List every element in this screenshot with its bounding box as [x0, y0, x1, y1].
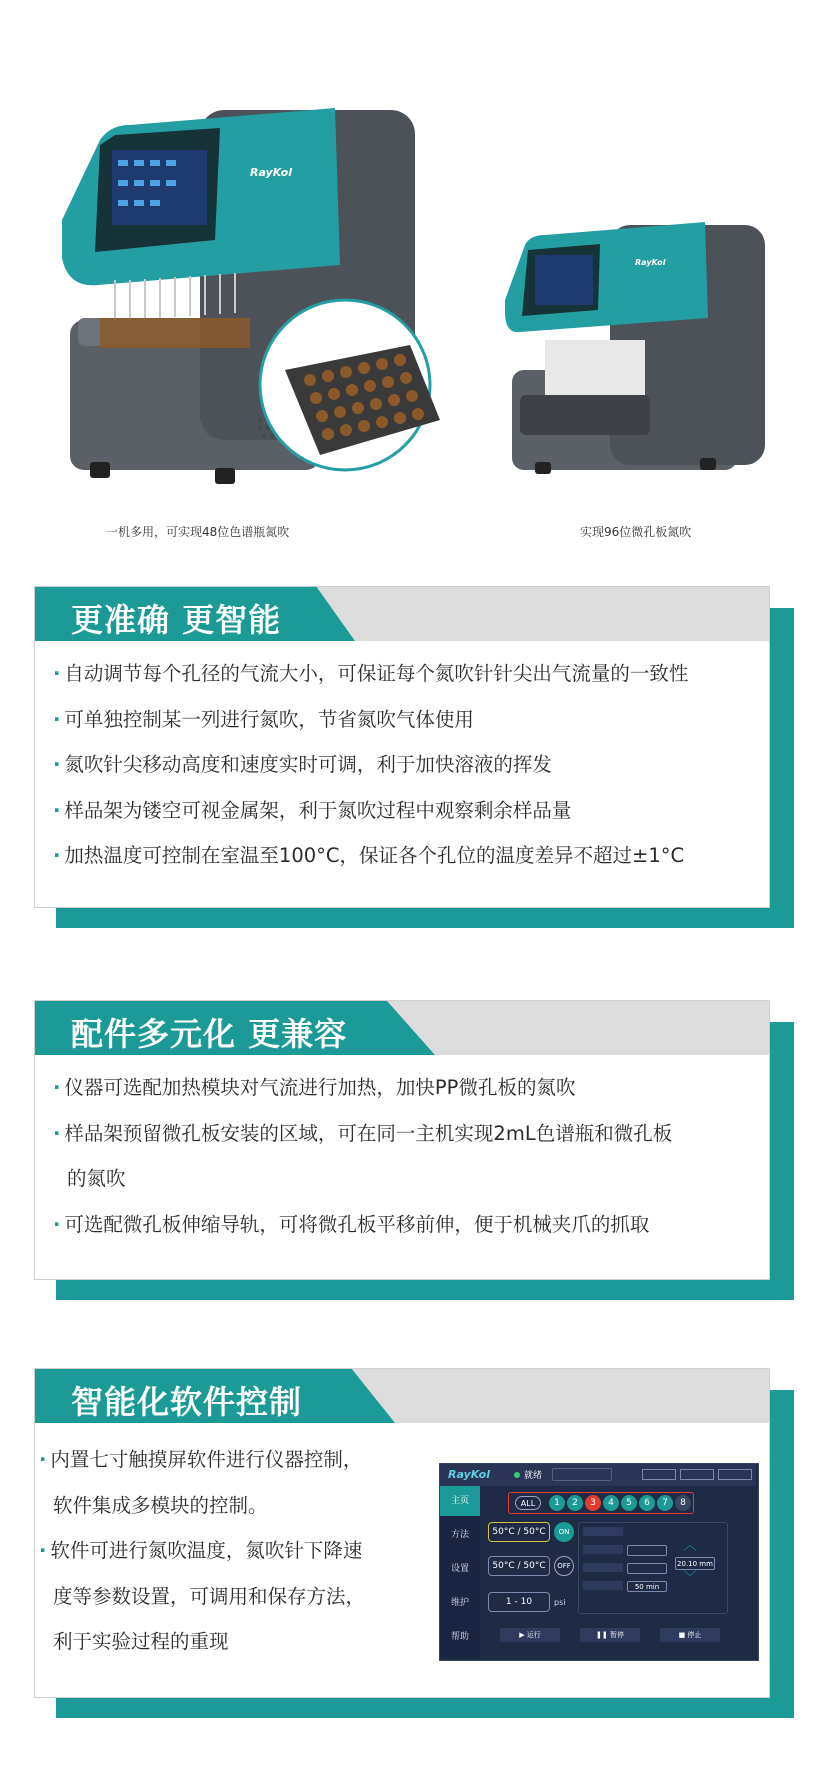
product-illustration	[0, 0, 828, 520]
channel-button[interactable]: 1	[549, 1495, 565, 1511]
list-item: 利于实验过程的重现	[53, 1630, 229, 1653]
channel-button[interactable]: 7	[657, 1495, 673, 1511]
feature-list	[53, 651, 688, 879]
list-item: 度等参数设置，可调用和保存方法，	[53, 1584, 366, 1608]
nav-help[interactable]: 帮助	[450, 1632, 469, 1642]
list-item: · 加热温度可控制在室温至100°C，保证各个孔位的温度差异不超过±1°C	[53, 844, 685, 867]
status-text: 就绪	[524, 1471, 543, 1481]
pressure-unit: psi	[554, 1598, 566, 1607]
pressure-field[interactable]: 1 - 10	[488, 1592, 550, 1612]
param-input[interactable]	[627, 1545, 667, 1556]
param-row-bar	[583, 1527, 623, 1536]
chevron-up-icon[interactable]: ︿	[683, 1538, 697, 1554]
channel-button[interactable]: 8	[675, 1495, 691, 1511]
param-input[interactable]	[627, 1563, 667, 1574]
channel-selector	[508, 1492, 694, 1514]
speed-field[interactable]: 20.10 mm	[675, 1557, 715, 1570]
stop-icon: ■	[678, 1631, 688, 1639]
list-item: 软件集成多模块的控制。	[53, 1493, 268, 1517]
software-screenshot	[439, 1463, 759, 1661]
section-panel	[34, 1368, 770, 1698]
screen-sidebar	[440, 1486, 480, 1658]
list-item: · 内置七寸触摸屏软件进行仪器控制，	[39, 1448, 363, 1471]
stop-button[interactable]: ■ 停止	[660, 1628, 720, 1642]
section-accuracy	[34, 586, 770, 928]
toolbar-icon[interactable]	[718, 1469, 752, 1480]
chevron-down-icon[interactable]: ﹀	[683, 1570, 697, 1586]
toolbar-icon[interactable]	[642, 1469, 676, 1480]
channel-button[interactable]: 4	[603, 1495, 619, 1511]
brand-logo-small: RayKol	[635, 258, 666, 267]
section-title: 配件多元化 更兼容	[71, 1015, 348, 1053]
nav-home[interactable]: 主页	[440, 1486, 480, 1516]
off-button[interactable]: OFF	[554, 1556, 574, 1576]
channel-button[interactable]: 3	[585, 1495, 601, 1511]
run-button[interactable]: ▶ 运行	[500, 1628, 560, 1642]
list-item: · 可单独控制某一列进行氮吹，节省氮吹气体使用	[53, 707, 474, 731]
time-field[interactable]: 50 min	[627, 1581, 667, 1592]
pause-icon: ❚❚	[596, 1631, 610, 1639]
channel-button[interactable]: 6	[639, 1495, 655, 1511]
param-row-bar	[583, 1545, 623, 1554]
list-item: 的氮吹	[67, 1167, 126, 1190]
screen-brand: RayKol	[448, 1468, 490, 1481]
list-item: · 样品架为镂空可视金属架，利于氮吹过程中观察剩余样品量	[53, 798, 572, 822]
section-title: 更准确 更智能	[71, 601, 282, 639]
section-title: 智能化软件控制	[71, 1383, 303, 1421]
nav-method[interactable]: 方法	[450, 1530, 469, 1540]
nav-maintenance[interactable]: 维护	[450, 1598, 469, 1608]
param-row-bar	[583, 1563, 623, 1572]
list-item: · 氮吹针尖移动高度和速度实时可调，利于加快溶液的挥发	[53, 753, 552, 776]
caption-right: 实现96位微孔板氮吹	[580, 525, 692, 539]
temperature-field-2[interactable]: 50°C / 50°C	[488, 1556, 550, 1576]
nav-settings[interactable]: 设置	[450, 1564, 469, 1574]
screen-top-bar	[440, 1464, 756, 1486]
channel-button[interactable]: 5	[621, 1495, 637, 1511]
all-button[interactable]: ALL	[515, 1496, 541, 1510]
param-row-bar	[583, 1581, 623, 1590]
param-panel	[578, 1522, 728, 1614]
list-item: · 样品架预留微孔板安装的区域，可在同一主机实现2mL色谱瓶和微孔板	[53, 1121, 673, 1145]
list-item: · 可选配微孔板伸缩导轨，可将微孔板平移前伸，便于机械夹爪的抓取	[53, 1212, 650, 1236]
feature-list	[39, 1437, 365, 1665]
section-panel	[34, 1000, 770, 1280]
toolbar-icon[interactable]	[680, 1469, 714, 1480]
brand-logo: RayKol	[250, 166, 292, 179]
section-software	[34, 1368, 770, 1718]
list-item: · 仪器可选配加热模块对气流进行加热，加快PP微孔板的氮吹	[53, 1076, 576, 1099]
status-dot-icon	[514, 1472, 520, 1478]
temperature-field-1[interactable]: 50°C / 50°C	[488, 1522, 550, 1542]
pause-button[interactable]: ❚❚ 暂停	[580, 1628, 640, 1642]
caption-left: 一机多用，可实现48位色谱瓶氮吹	[106, 525, 290, 539]
menu-icon[interactable]	[552, 1468, 612, 1481]
on-button[interactable]: ON	[554, 1522, 574, 1542]
list-item: · 软件可进行氮吹温度，氮吹针下降速	[39, 1539, 363, 1562]
feature-list	[53, 1065, 672, 1247]
list-item: · 自动调节每个孔径的气流大小，可保证每个氮吹针针尖出气流量的一致性	[53, 662, 689, 685]
play-icon: ▶	[519, 1631, 527, 1639]
section-panel	[34, 586, 770, 908]
product-hero	[0, 0, 828, 560]
section-accessories	[34, 1000, 770, 1300]
channel-button[interactable]: 2	[567, 1495, 583, 1511]
